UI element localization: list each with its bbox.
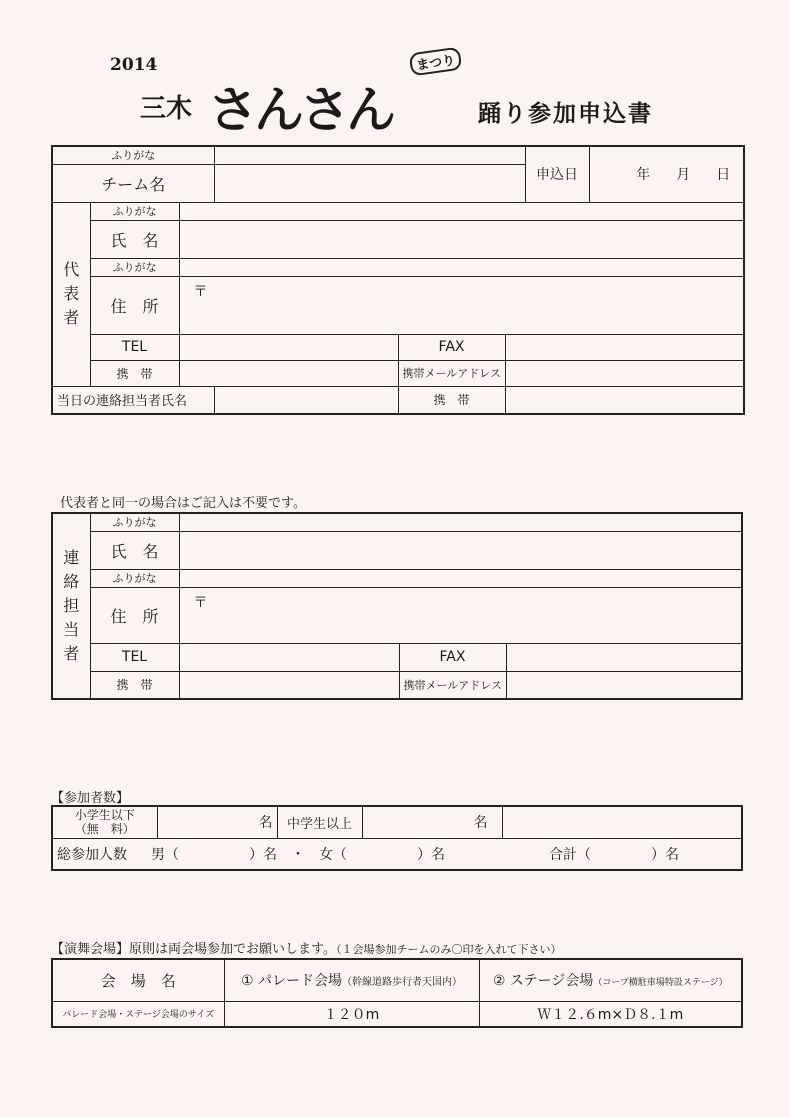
contact-mobile-mail-field[interactable] xyxy=(506,671,742,699)
size-label: パレード会場・ステージ会場のサイズ xyxy=(52,1001,224,1027)
sum-close: ）名 xyxy=(651,846,679,863)
venue-table xyxy=(51,958,743,1028)
team-name-field[interactable] xyxy=(214,164,525,202)
contact-furigana2-label: ふりがな xyxy=(90,569,179,587)
dot-sep: ・ xyxy=(291,846,305,863)
contact-furigana1-label: ふりがな xyxy=(90,513,179,531)
logo-main: さんさん xyxy=(208,80,392,139)
venue-heading: 【演舞会場】原則は両会場参加でお願いします。（１会場参加チームのみ〇印を入れて下さい） xyxy=(51,942,562,957)
postal-mark: 〒 xyxy=(193,283,208,300)
contact-note: 代表者と同一の場合はご記入は不要です。 xyxy=(60,496,306,511)
contact-address-field[interactable] xyxy=(179,587,742,643)
rep-mobile-mail-label: 携帯メールアドレス xyxy=(398,360,505,386)
contact-furigana2-field[interactable] xyxy=(179,569,742,587)
representative-table xyxy=(51,145,745,415)
rep-address-label: 住 所 xyxy=(90,276,179,334)
apply-date-field[interactable] xyxy=(589,146,744,202)
contact-address-label: 住 所 xyxy=(90,587,179,643)
contact-name-label: 氏 名 xyxy=(90,531,179,569)
contact-postal-mark: 〒 xyxy=(193,594,208,611)
team-name-label: チーム名 xyxy=(52,164,214,202)
apply-date-label: 申込日 xyxy=(525,146,589,202)
year-unit: 年 xyxy=(636,167,651,184)
rep-address-field[interactable] xyxy=(179,276,744,334)
total-label: 総参加人数 xyxy=(57,846,127,863)
sum-open: 合計（ xyxy=(549,846,591,863)
rep-fax-field[interactable] xyxy=(505,334,744,360)
rep-mobile-label: 携 帯 xyxy=(90,360,179,386)
contact-name-field[interactable] xyxy=(179,531,742,569)
contact-furigana1-field[interactable] xyxy=(179,513,742,531)
middle-count-field[interactable]: 名 xyxy=(362,806,502,838)
rep-furigana2-field[interactable] xyxy=(179,258,744,276)
stage-size: Ｗ１２.６m×Ｄ８.１m xyxy=(479,1001,742,1027)
stage-venue-cell[interactable]: ② ステージ会場（コープ横駐車場特設ステージ） xyxy=(479,959,742,1001)
contact-mobile-field[interactable] xyxy=(179,671,399,699)
participants-heading: 【参加者数】 xyxy=(51,791,130,806)
elementary-label: 小学生以下 （無 料） xyxy=(52,806,157,838)
venue-label: 会 場 名 xyxy=(52,959,224,1001)
team-furigana-field[interactable] xyxy=(214,146,525,164)
contact-day-label: 当日の連絡担当者氏名 xyxy=(52,386,214,414)
contact-fax-label: FAX xyxy=(399,643,506,671)
female-open: 女（ xyxy=(319,846,347,863)
logo-badge: まつり xyxy=(409,47,463,77)
rep-mobile-field[interactable] xyxy=(179,360,398,386)
contact-fax-field[interactable] xyxy=(506,643,742,671)
rep-tel-label: TEL xyxy=(90,334,179,360)
parade-size: １２０m xyxy=(224,1001,479,1027)
rep-fax-label: FAX xyxy=(398,334,505,360)
team-furigana-label: ふりがな xyxy=(52,146,214,164)
day-unit: 日 xyxy=(716,167,731,184)
representative-side-label: 代 表 者 xyxy=(52,202,90,386)
elementary-count-field[interactable]: 名 xyxy=(157,806,277,838)
contact-tel-field[interactable] xyxy=(179,643,399,671)
rep-furigana1-label: ふりがな xyxy=(90,202,179,220)
total-participants-row[interactable] xyxy=(52,838,742,870)
male-open: 男（ xyxy=(151,846,179,863)
contact-table xyxy=(51,512,743,700)
rep-furigana1-field[interactable] xyxy=(179,202,744,220)
participants-table xyxy=(51,805,743,871)
rep-name-field[interactable] xyxy=(179,220,744,258)
parade-venue-cell[interactable]: ① パレード会場（幹線道路歩行者天国内） xyxy=(224,959,479,1001)
logo-prefix: 三木 xyxy=(140,94,193,124)
participants-blank-cell xyxy=(502,806,742,838)
rep-furigana2-label: ふりがな xyxy=(90,258,179,276)
year-label: 2014 xyxy=(110,55,158,75)
contact-day-field[interactable] xyxy=(214,386,398,414)
contact-tel-label: TEL xyxy=(90,643,179,671)
contact-mobile-mail-label: 携帯メールアドレス xyxy=(399,671,506,699)
month-unit: 月 xyxy=(676,167,691,184)
contact-mobile-label: 携 帯 xyxy=(398,386,505,414)
rep-tel-field[interactable] xyxy=(179,334,398,360)
contact-side-label: 連 絡 担 当 者 xyxy=(52,513,90,699)
form-title: 踊り参加申込書 xyxy=(478,101,653,127)
female-close: ）名 xyxy=(417,846,445,863)
contact-mobile-field[interactable] xyxy=(505,386,744,414)
rep-mobile-mail-field[interactable] xyxy=(505,360,744,386)
male-close: ）名 xyxy=(249,846,277,863)
rep-name-label: 氏 名 xyxy=(90,220,179,258)
contact-mobile-label: 携 帯 xyxy=(90,671,179,699)
middle-school-label: 中学生以上 xyxy=(277,806,362,838)
